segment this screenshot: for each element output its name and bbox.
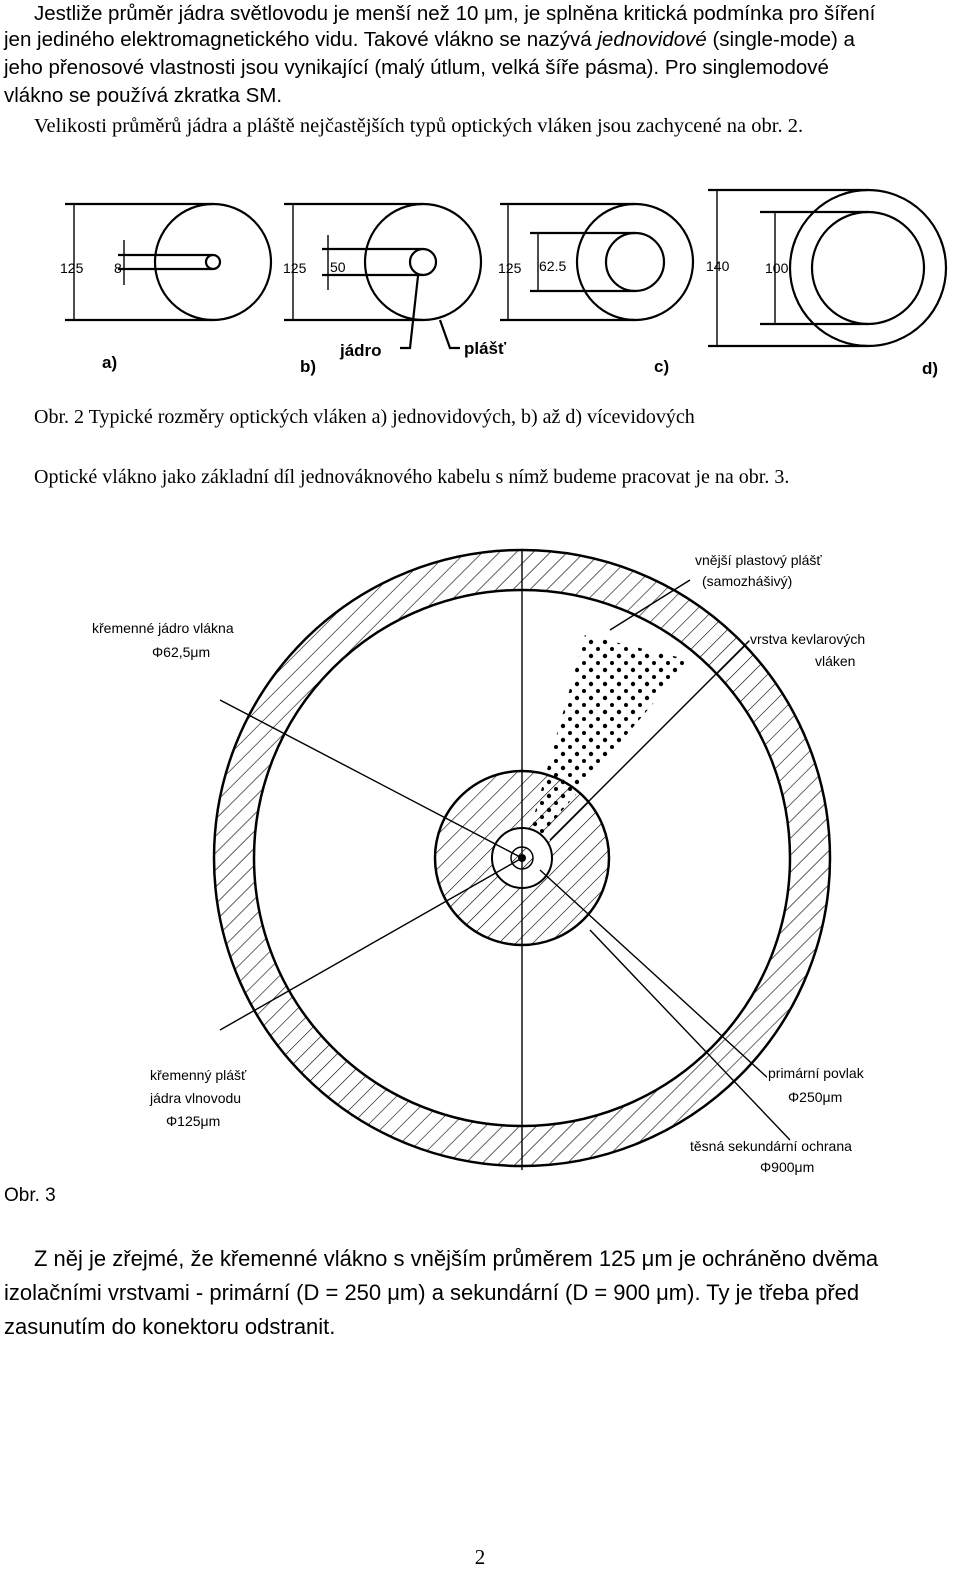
fig3-core-label: křemenné jádro vlákna <box>92 620 234 636</box>
fig2-b-inner-label: 50 <box>330 259 346 275</box>
fig3-cladding-label-2: jádra vlnovodu <box>150 1090 242 1106</box>
figure-3-caption: Obr. 3 <box>4 1185 56 1206</box>
figure-2-diagram <box>40 180 960 390</box>
fig2-letter-b: b) <box>300 357 317 376</box>
outro-line-2: izolačními vrstvami - primární (D = 250 μm) a sekundární (D = 900 μm). Ty je třeba před <box>4 1280 860 1305</box>
fiber-b-cladding <box>365 204 481 320</box>
fig2-c-outer-label: 125 <box>498 260 522 276</box>
fig3-cladding-diameter: Φ125μm <box>166 1113 221 1129</box>
fiber-d-cladding <box>790 190 946 346</box>
between-text: Optické vlákno jako základní díl jednováknového kabelu s nímž budeme pracovat je na obr. 3. <box>34 466 790 488</box>
page-number: 2 <box>474 1545 486 1569</box>
fig2-letter-a: a) <box>102 353 118 372</box>
intro-line-2b: (single-mode) a <box>706 28 855 51</box>
fig3-secondary-diameter: Φ900μm <box>760 1159 815 1175</box>
fig3-primary-label: primární povlak <box>768 1065 864 1081</box>
fig3-core-diameter: Φ62,5μm <box>152 644 211 660</box>
fig2-letter-c: c) <box>654 357 670 376</box>
intro-line-3: jeho přenosové vlastnosti jsou vynikající (malý útlum, velká šíře pásma). Pro singlemodové <box>4 56 829 79</box>
fig2-c-inner-label: 62.5 <box>539 258 567 274</box>
outro-line-1: Z něj je zřejmé, že křemenné vlákno s vnějším průměrem 125 μm je ochráněno dvěma <box>34 1246 879 1271</box>
fig2-d-outer-label: 140 <box>706 258 730 274</box>
intro-line-1a: Jestliže průměr jádra světlovodu je menší než 10 <box>34 2 485 25</box>
figure-3-cable-cross-section <box>70 540 900 1185</box>
fig2-a-inner-label: 8 <box>114 260 122 276</box>
fig2-d-inner-label: 100 <box>765 260 789 276</box>
intro-line-4: vlákno se používá zkratka SM. <box>4 84 283 107</box>
intro-line-2a: jen jediného elektromagnetického vidu. Takové vlákno se nazývá <box>4 28 598 51</box>
fiber-a-core <box>206 255 220 269</box>
fig3-outer-jacket-note: (samozhášivý) <box>702 573 793 589</box>
intro-line-2 <box>4 28 855 52</box>
fiber-c-cladding <box>577 204 693 320</box>
fiber-c-core <box>606 233 664 291</box>
fig2-a-outer-label: 125 <box>60 260 84 276</box>
intro-line-5: Velikosti průměrů jádra a pláště nejčastějších typů optických vláken jsou zachycené na obr. 2. <box>34 115 804 137</box>
fig3-kevlar-label-2: vláken <box>815 653 856 669</box>
fig3-secondary-label: těsná sekundární ochrana <box>690 1138 852 1154</box>
fig3-kevlar-label: vrstva kevlarových <box>750 631 866 647</box>
fig2-letter-d: d) <box>922 359 939 378</box>
intro-line-1 <box>34 2 875 26</box>
fig2-cladding-label: plášť <box>464 339 507 358</box>
fig3-cladding-label: křemenný plášť <box>150 1067 247 1083</box>
outro-line-3: zasunutím do konektoru odstranit. <box>4 1314 336 1339</box>
fiber-a-cladding <box>155 204 271 320</box>
fiber-b-core <box>410 249 436 275</box>
fig3-primary-diameter: Φ250μm <box>788 1089 843 1105</box>
intro-line-1b: μm, je splněna kritická podmínka pro šíření <box>484 2 876 25</box>
fig2-b-outer-label: 125 <box>283 260 307 276</box>
intro-emphasis: jednovidové <box>597 28 707 51</box>
fiber-d-core <box>812 212 924 324</box>
figure-2-caption: Obr. 2 Typické rozměry optických vláken a) jednovidových, b) až d) vícevidových <box>34 406 695 428</box>
fig3-outer-jacket-label: vnější plastový plášť <box>695 552 822 568</box>
fig2-core-label: jádro <box>340 341 382 360</box>
